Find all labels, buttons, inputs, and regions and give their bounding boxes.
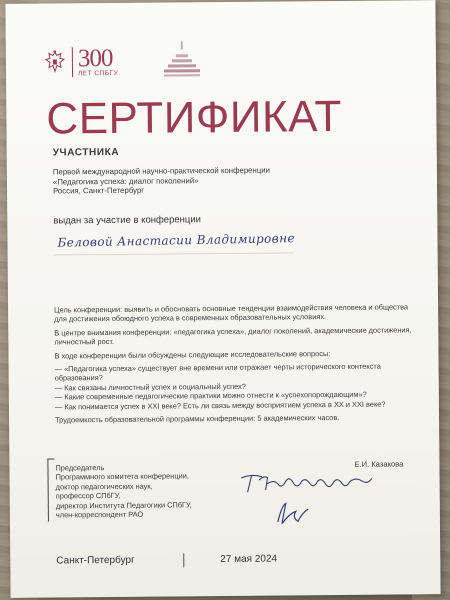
- logo-divider: [72, 47, 73, 77]
- chair-line: Председатель: [55, 463, 105, 473]
- footer-city: Санкт-Петербург: [56, 554, 135, 567]
- conference-line: Россия, Санкт-Петербург: [53, 185, 145, 196]
- signer-name: Е.И. Казакова: [354, 459, 404, 469]
- logo-number: 300: [77, 44, 113, 73]
- questions-intro: В ходе конференции были обсуждены следующие исследовательские вопросы:: [54, 348, 331, 361]
- chair-credentials: [55, 462, 191, 520]
- logo-text: [77, 44, 119, 78]
- chair-bracket: [47, 458, 55, 521]
- recipient-name: Беловой Анастасии Владимировне: [57, 231, 296, 250]
- issued-for-text: выдан за участие в конференции: [53, 214, 201, 227]
- chair-line: доктор педагогических наук,: [55, 481, 153, 492]
- certificate-sheet: [5, 0, 440, 598]
- footer-separator: [183, 553, 184, 567]
- question-item: — Как связаны личностный успех и социальный успех?: [54, 381, 246, 393]
- certificate-title: СЕРТИФИКАТ: [46, 91, 343, 144]
- chair-line: директор Института Педагогики СПбГУ,: [55, 499, 192, 511]
- goal-paragraph: Цель конференции: выявить и обосновать основные тенденции взаимодействия человека и общества для достижения обоюдного успеха в современных образовательных условиях.: [54, 302, 409, 324]
- logo-caption: ЛЕТ СПБГУ: [77, 69, 119, 78]
- double-headed-eagle-icon: [44, 49, 66, 75]
- question-item: — Как понимается успех в XXI веке? Есть ли связь между восприятием успеха в XX и XXI веке?: [54, 399, 386, 412]
- workload-paragraph: Трудоемкость образовательной программы конференции: 5 академических часов.: [55, 413, 340, 425]
- question-item: — Какие современные педагогические практики можно отнести к «успехопорождающим»?: [54, 389, 367, 402]
- stairs-emblem-icon: [164, 40, 200, 78]
- conference-line: Первой международной научно-практической конференции: [52, 165, 271, 177]
- conference-description: [54, 302, 415, 429]
- question-item: — «Педагогика успеха» существует вне времени или отражает черты исторического контекста образования?: [54, 361, 381, 383]
- questions-list: [55, 361, 415, 411]
- spbu-logo: [44, 45, 118, 80]
- chair-line: профессор СПбГУ,: [55, 491, 121, 501]
- certificate-subtitle: УЧАСТНИКА: [52, 146, 120, 159]
- chair-line: член-корреспондент РАО: [55, 509, 144, 520]
- handwritten-signature-graphic: [237, 469, 377, 498]
- conference-line: «Педагогика успеха: диалог поколений»: [52, 175, 199, 186]
- conference-info: [53, 166, 270, 196]
- initials-signature-graphic: [272, 499, 312, 527]
- recipient-underline: [54, 252, 294, 255]
- footer-date: 27 мая 2024: [220, 553, 278, 566]
- focus-paragraph: В центре внимания конференции: «педагогика успеха», диалог поколений, академические достижения, личностный рост.: [54, 325, 412, 347]
- chair-line: Программного комитета конференции,: [55, 471, 189, 482]
